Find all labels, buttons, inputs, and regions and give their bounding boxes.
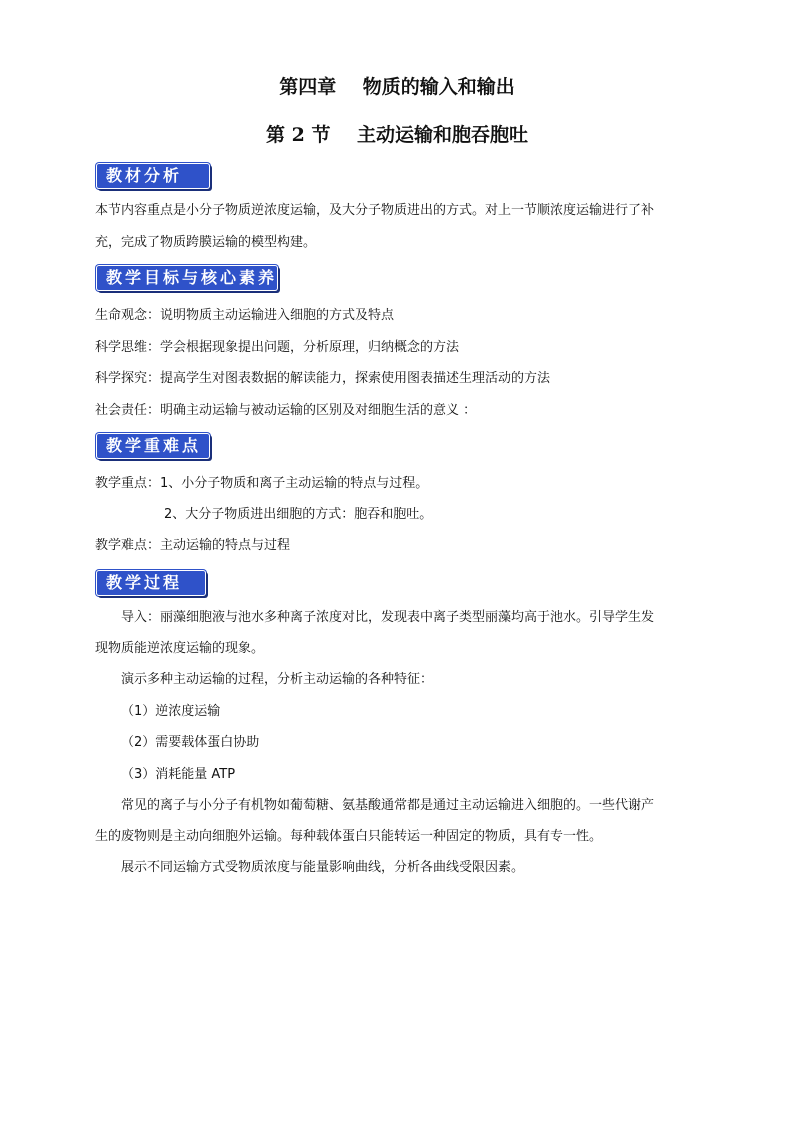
feature-item-2: （2）需要载体蛋白协助 [121,735,260,750]
key-point-1: 教学重点：1、小分子物质和离子主动运输的特点与过程。 [95,476,429,491]
section-title: 第 2 节 主动运输和胞吞胞吐 [266,124,528,146]
heading-goals-badge: 教学目标与核心素养 [96,265,278,291]
goal-life-concept: 生命观念：说明物质主动运输进入细胞的方式及特点 [95,308,395,323]
heading-key-points-badge: 教学重难点 [96,433,210,459]
key-difficulty: 教学难点：主动运输的特点与过程 [95,538,291,553]
process-common-line-1: 常见的离子与小分子有机物如葡萄糖、氨基酸通常都是通过主动运输进入细胞的。一些代谢产 [121,798,655,813]
heading-analysis-badge: 教材分析 [96,163,210,189]
heading-process-badge: 教学过程 [96,570,206,596]
process-curves: 展示不同运输方式受物质浓度与能量影响曲线，分析各曲线受限因素。 [121,860,525,875]
analysis-line-2: 充，完成了物质跨膜运输的模型构建。 [95,235,317,250]
feature-item-1: （1）逆浓度运输 [121,704,221,719]
goal-scientific-inquiry: 科学探究：提高学生对图表数据的解读能力，探索使用图表描述生理活动的方法 [95,371,551,386]
goal-social-responsibility: 社会责任：明确主动运输与被动运输的区别及对细胞生活的意义 ： [95,403,477,418]
process-common-line-2: 生的废物则是主动向细胞外运输。每种载体蛋白只能转运一种固定的物质，具有专一性。 [95,829,603,844]
feature-item-3: （3）消耗能量 ATP [121,767,236,782]
analysis-line-1: 本节内容重点是小分子物质逆浓度运输，及大分子物质进出的方式。对上一节顺浓度运输进行了补 [95,203,655,218]
process-intro-line-2: 现物质能逆浓度运输的现象。 [95,641,265,656]
process-intro-line-1: 导入：丽藻细胞液与池水多种离子浓度对比，发现表中离子类型丽藻均高于池水。引导学生发 [121,610,655,625]
process-demo: 演示多种主动运输的过程，分析主动运输的各种特征： [121,672,434,687]
key-point-2: 2、大分子物质进出细胞的方式：胞吞和胞吐。 [164,507,433,522]
goal-scientific-thinking: 科学思维：学会根据现象提出问题，分析原理，归纳概念的方法 [95,340,460,355]
chapter-title: 第四章 物质的输入和输出 [279,76,515,98]
